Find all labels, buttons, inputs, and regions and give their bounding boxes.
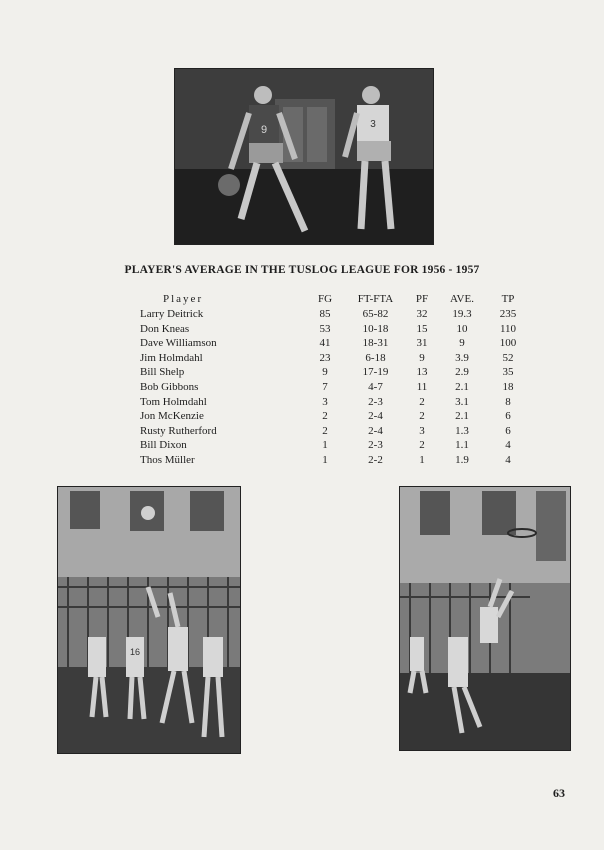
cell-ft-fta: 2-4 — [368, 410, 383, 423]
cell-pf: 3 — [419, 424, 425, 437]
cell-pf: 31 — [416, 337, 428, 350]
cell-player: Don Kneas — [140, 322, 190, 335]
cell-tp: 52 — [502, 351, 514, 364]
jersey-number-bottom: 16 — [129, 647, 141, 657]
jersey-number-right: 3 — [370, 119, 376, 130]
cell-ft-fta: 10-18 — [362, 322, 389, 335]
cell-tp: 8 — [505, 395, 511, 408]
table-row — [130, 365, 529, 380]
photo-players-dribbling — [175, 69, 433, 244]
header-player: Player — [163, 293, 204, 306]
cell-ft-fta: 2-3 — [368, 395, 383, 408]
cell-pf: 2 — [419, 395, 425, 408]
cell-pf: 9 — [419, 351, 425, 364]
cell-tp: 100 — [499, 337, 517, 350]
table-row — [130, 409, 529, 424]
cell-fg: 7 — [322, 380, 328, 393]
photo-game-action-right — [400, 487, 570, 750]
cell-player: Thos Müller — [140, 453, 195, 466]
cell-player: Jon McKenzie — [140, 410, 204, 423]
cell-player: Tom Holmdahl — [140, 395, 207, 408]
table-row — [130, 395, 529, 410]
cell-player: Rusty Rutherford — [140, 424, 217, 437]
cell-ft-fta: 18-31 — [362, 337, 389, 350]
cell-fg: 23 — [319, 351, 331, 364]
cell-tp: 4 — [505, 453, 511, 466]
cell-fg: 3 — [322, 395, 328, 408]
table-row — [130, 380, 529, 395]
cell-fg: 1 — [322, 453, 328, 466]
cell-ave: 10 — [456, 322, 468, 335]
cell-tp: 35 — [502, 366, 514, 379]
jersey-number-left: 9 — [260, 124, 268, 136]
table-row — [130, 322, 529, 337]
cell-pf: 32 — [416, 308, 428, 320]
cell-fg: 1 — [322, 439, 328, 452]
table-row — [130, 336, 529, 351]
table-row — [130, 438, 529, 453]
cell-fg: 9 — [322, 366, 328, 379]
photo-game-action-left — [58, 487, 240, 753]
header-ave: AVE. — [450, 293, 474, 306]
table-row — [130, 351, 529, 366]
table-row — [130, 307, 529, 322]
cell-ave: 19.3 — [452, 308, 472, 320]
cell-tp: 110 — [499, 322, 517, 335]
stats-title: PLAYER'S AVERAGE IN THE TUSLOG LEAGUE FOR 1956 - 1957 — [124, 264, 480, 276]
cell-ft-fta: 2-2 — [368, 453, 383, 466]
cell-fg: 2 — [322, 424, 328, 437]
cell-tp: 4 — [505, 439, 511, 452]
cell-tp: 235 — [499, 308, 517, 320]
cell-ave: 2.1 — [455, 380, 469, 393]
cell-ft-fta: 6-18 — [365, 351, 386, 364]
header-tp: TP — [501, 293, 515, 306]
cell-ft-fta: 4-7 — [368, 380, 383, 393]
cell-player: Jim Holmdahl — [140, 351, 203, 364]
cell-player: Bob Gibbons — [140, 380, 199, 393]
cell-pf: 15 — [416, 322, 428, 335]
cell-tp: 18 — [502, 380, 514, 393]
cell-ave: 1.1 — [455, 439, 469, 452]
cell-fg: 2 — [322, 410, 328, 423]
cell-ft-fta: 65-82 — [362, 308, 389, 320]
header-fg: FG — [317, 293, 333, 306]
cell-ave: 3.1 — [455, 395, 469, 408]
cell-pf: 1 — [419, 453, 425, 466]
cell-tp: 6 — [505, 410, 511, 423]
table-row — [130, 453, 529, 468]
cell-ave: 2.1 — [455, 410, 469, 423]
cell-fg: 53 — [319, 322, 331, 335]
cell-ave: 1.3 — [455, 424, 469, 437]
header-ft-fta: FT-FTA — [357, 293, 394, 306]
header-pf: PF — [415, 293, 429, 306]
cell-pf: 13 — [416, 366, 428, 379]
cell-pf: 2 — [419, 410, 425, 423]
cell-player: Bill Dixon — [140, 439, 187, 452]
cell-fg: 41 — [319, 337, 331, 350]
cell-ave: 3.9 — [455, 351, 469, 364]
cell-player: Dave Williamson — [140, 337, 217, 350]
cell-player: Larry Deitrick — [140, 308, 204, 320]
cell-ft-fta: 2-3 — [368, 439, 383, 452]
cell-ave: 2.9 — [455, 366, 469, 379]
cell-pf: 11 — [416, 380, 428, 393]
table-row — [130, 424, 529, 439]
cell-ft-fta: 17-19 — [362, 366, 389, 379]
table-header-row — [130, 292, 529, 307]
cell-ft-fta: 2-4 — [368, 424, 383, 437]
cell-tp: 6 — [505, 424, 511, 437]
cell-ave: 1.9 — [455, 453, 469, 466]
cell-pf: 2 — [419, 439, 425, 452]
page-number: 63 — [553, 786, 565, 800]
player-stats-table — [130, 292, 529, 468]
cell-player: Bill Shelp — [140, 366, 185, 379]
cell-ave: 9 — [459, 337, 465, 350]
cell-fg: 85 — [319, 308, 331, 320]
